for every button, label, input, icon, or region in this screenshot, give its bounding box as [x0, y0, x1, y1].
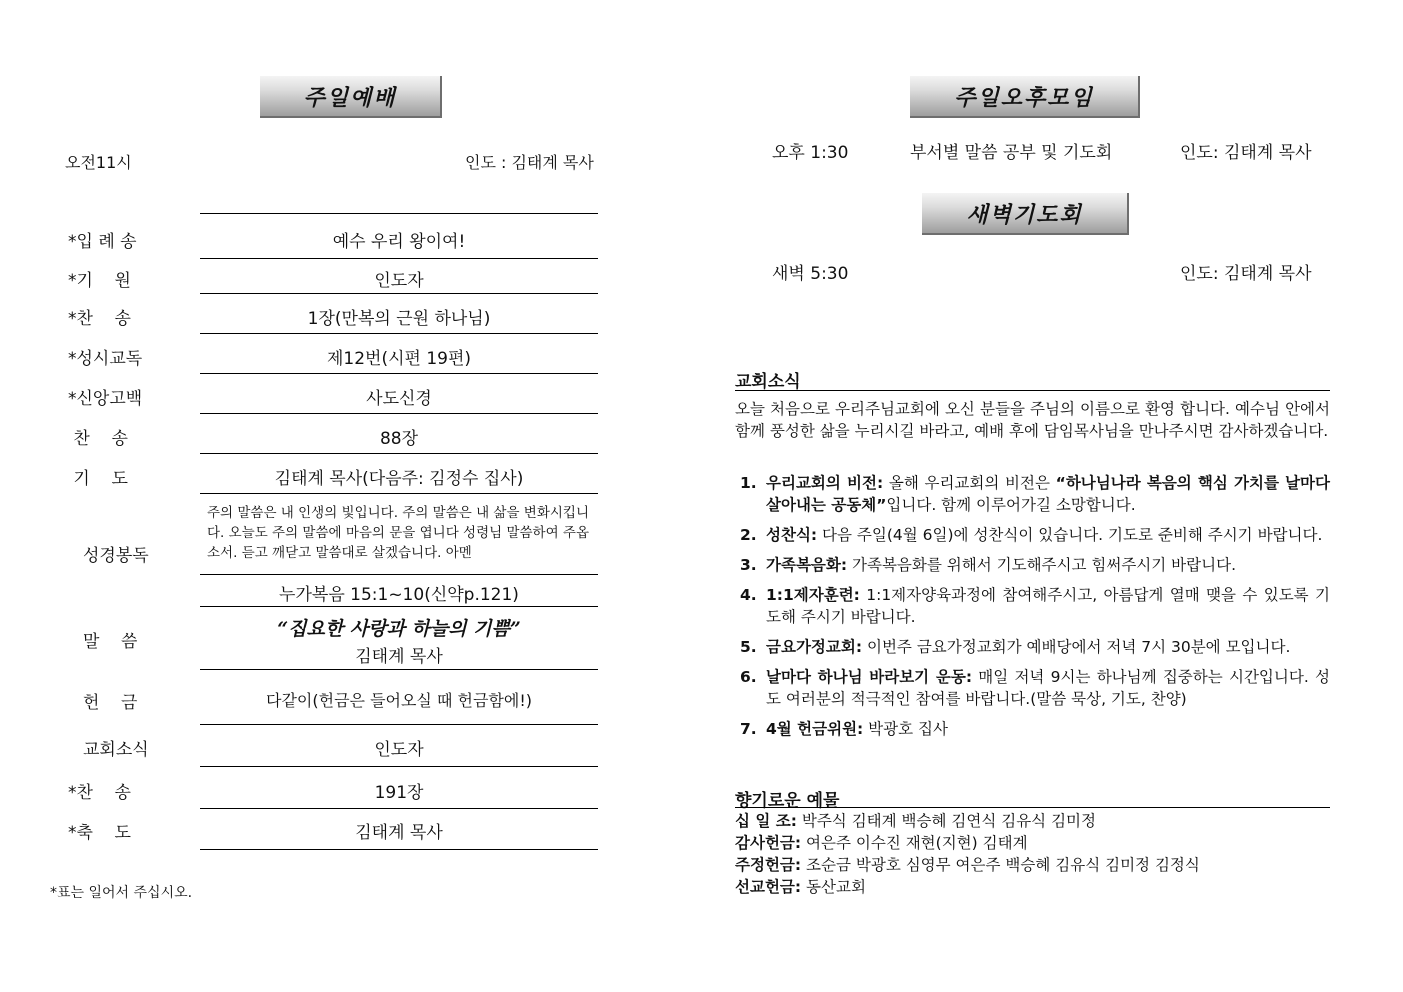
news-content: [766, 718, 1330, 740]
news-num: 5.: [740, 638, 757, 656]
divider: [200, 766, 598, 767]
news-text: 이번주 금요가정교회가 예배당에서 저녁 7시 30분에 모입니다.: [862, 638, 1291, 656]
service-leader: 인도 : 김태계 목사: [465, 153, 594, 172]
offering-row: [735, 832, 1200, 854]
dawn-time: 새벽 5:30: [772, 264, 849, 284]
afternoon-leader: 인도: 김태계 목사: [1180, 143, 1312, 163]
news-emphasis: “하나님나라 복음의 핵심 가치를 날마다 살아내는 공동체”: [766, 474, 1331, 514]
news-heading: 교회소식: [735, 372, 801, 392]
order-value: 제12번(시편 19편): [326, 349, 472, 369]
divider: [200, 453, 598, 454]
offering-list: [735, 810, 1200, 898]
order-value: 인도자: [374, 271, 424, 291]
news-item: [740, 524, 1330, 546]
news-text: 가족복음화를 위해서 기도해주시고 힘써주시기 바랍니다.: [847, 556, 1236, 574]
news-list: [740, 472, 1330, 748]
divider: [200, 669, 598, 670]
news-title: 금요가정교회:: [766, 638, 863, 656]
news-text: 박광호 집사: [863, 720, 948, 738]
news-content: [766, 666, 1330, 710]
service-time: 오전11시: [65, 153, 132, 172]
order-value: 1장(만복의 근원 하나님): [307, 309, 491, 329]
offering-row: [735, 854, 1200, 876]
scripture-reference: 누가복음 15:1~10(신약p.121): [279, 585, 519, 605]
divider: [200, 293, 598, 294]
news-num: 3.: [740, 556, 757, 574]
order-value: 예수 우리 왕이여!: [332, 232, 466, 252]
news-title: 4월 헌금위원:: [766, 720, 864, 738]
offering-row: [735, 876, 1200, 898]
news-item: [740, 584, 1330, 628]
benediction-label: *축 도: [68, 823, 131, 843]
order-label: *성시교독: [68, 349, 143, 369]
sermon-title: “집요한 사랑과 하늘의 기쁨”: [277, 618, 521, 640]
news-item: [740, 636, 1330, 658]
divider: [200, 574, 598, 575]
afternoon-banner: 주일오후모임: [910, 76, 1140, 118]
news-text: 입니다. 함께 이루어가길 소망합니다.: [886, 496, 1136, 514]
offering-names: 조순금 박광호 심영무 여은주 백승혜 김유식 김미정 김정식: [801, 856, 1200, 874]
order-label: *입 례 송: [68, 232, 137, 252]
offering-heading: 향기로운 예물: [735, 791, 840, 811]
offering-names: 박주식 김태계 백승혜 김연식 김유식 김미정: [796, 812, 1096, 830]
order-label: 기 도: [68, 469, 128, 489]
afternoon-time: 오후 1:30: [772, 143, 849, 163]
news-title: 날마다 하나님 바라보기 운동:: [766, 668, 973, 686]
dawn-banner: 새벽기도회: [922, 193, 1129, 235]
news-text: 매일 저녁 9시는 하나님께 집중하는 시간입니다. 성도 여러분의 적극적인 참여를 바랍니다.(말씀 묵상, 기도, 찬양): [766, 668, 1330, 708]
divider: [200, 373, 598, 374]
news-text: 올해 우리교회의 비전은: [883, 474, 1056, 492]
offering-label: 헌 금: [83, 693, 138, 713]
offering-names: 여은주 이수진 재현(지현) 김태계: [801, 834, 1028, 852]
news-num: 2.: [740, 526, 757, 544]
scripture-label: 성경봉독: [83, 546, 149, 566]
offering-type: 감사헌금:: [735, 834, 802, 852]
news-num: 7.: [740, 720, 757, 738]
offering-type: 선교헌금:: [735, 878, 802, 896]
news-content: [766, 524, 1330, 546]
scripture-prayer: 주의 말씀은 내 인생의 빛입니다. 주의 말씀은 내 삶을 변화시킵니다. 오늘도 주의 말씀에 마음의 문을 엽니다 성령님 말씀하여 주옵소서. 듣고 깨닫고 말씀대로 살겠습니다. 아멘: [207, 505, 589, 561]
divider: [200, 724, 598, 725]
offering-type: 십 일 조:: [735, 812, 797, 830]
afternoon-desc: 부서별 말씀 공부 및 기도회: [910, 143, 1113, 163]
news-content: [766, 472, 1330, 516]
news-item: [740, 554, 1330, 576]
news-text: 1:1제자양육과정에 참여해주시고, 아름답게 열매 맺을 수 있도록 기도해 주시기 바랍니다.: [766, 586, 1330, 626]
divider: [200, 413, 598, 414]
news-item: [740, 666, 1330, 710]
sermon-speaker: 김태계 목사: [355, 647, 443, 667]
news-text: 다음 주일(4월 6일)에 성찬식이 있습니다. 기도로 준비해 주시기 바랍니다.: [817, 526, 1323, 544]
divider: [200, 258, 598, 259]
order-label: 찬 송: [68, 429, 128, 449]
news-rule: [735, 390, 1330, 391]
divider: [200, 333, 598, 334]
news-num: 1.: [740, 474, 757, 492]
offering-names: 동산교회: [801, 878, 866, 896]
order-value: 사도신경: [366, 389, 432, 409]
hymn-value: 191장: [374, 783, 424, 803]
divider: [200, 808, 598, 809]
news-title: 1:1제자훈련:: [766, 586, 860, 604]
news-title: 성찬식:: [766, 526, 818, 544]
hymn-label: *찬 송: [68, 783, 131, 803]
news-num: 6.: [740, 668, 757, 686]
order-label: *신앙고백: [68, 389, 143, 409]
offering-row: [735, 810, 1200, 832]
news-value: 인도자: [374, 740, 424, 760]
sermon-label: 말 씀: [83, 632, 138, 652]
divider: [200, 213, 598, 214]
news-num: 4.: [740, 586, 757, 604]
order-value: 88장: [379, 429, 419, 449]
news-intro: 오늘 처음으로 우리주님교회에 오신 분들을 주님의 이름으로 환영 합니다. 예수님 안에서 함께 풍성한 삶을 누리시길 바라고, 예배 후에 담임목사님을 만나주시면 감사하겠습니다.: [735, 400, 1330, 440]
order-label: *찬 송: [68, 309, 131, 329]
news-label: 교회소식: [83, 740, 149, 760]
news-title: 가족복음화:: [766, 556, 848, 574]
divider: [200, 493, 598, 494]
offering-value: 다같이(헌금은 들어오실 때 헌금함에!): [266, 691, 532, 710]
dawn-leader: 인도: 김태계 목사: [1180, 264, 1312, 284]
order-label: *기 원: [68, 271, 131, 291]
footnote: *표는 일어서 주십시오.: [50, 885, 193, 901]
news-content: [766, 584, 1330, 628]
news-content: [766, 554, 1330, 576]
worship-banner: 주일예배: [260, 76, 442, 118]
order-value: 김태계 목사(다음주: 김정수 집사): [274, 469, 524, 489]
benediction-value: 김태계 목사: [355, 823, 443, 843]
offering-type: 주정헌금:: [735, 856, 802, 874]
divider: [200, 849, 598, 850]
news-item: [740, 718, 1330, 740]
divider: [200, 606, 598, 607]
news-item: [740, 472, 1330, 516]
news-content: [766, 636, 1330, 658]
offering-rule: [735, 807, 1330, 808]
news-title: 우리교회의 비전:: [766, 474, 884, 492]
